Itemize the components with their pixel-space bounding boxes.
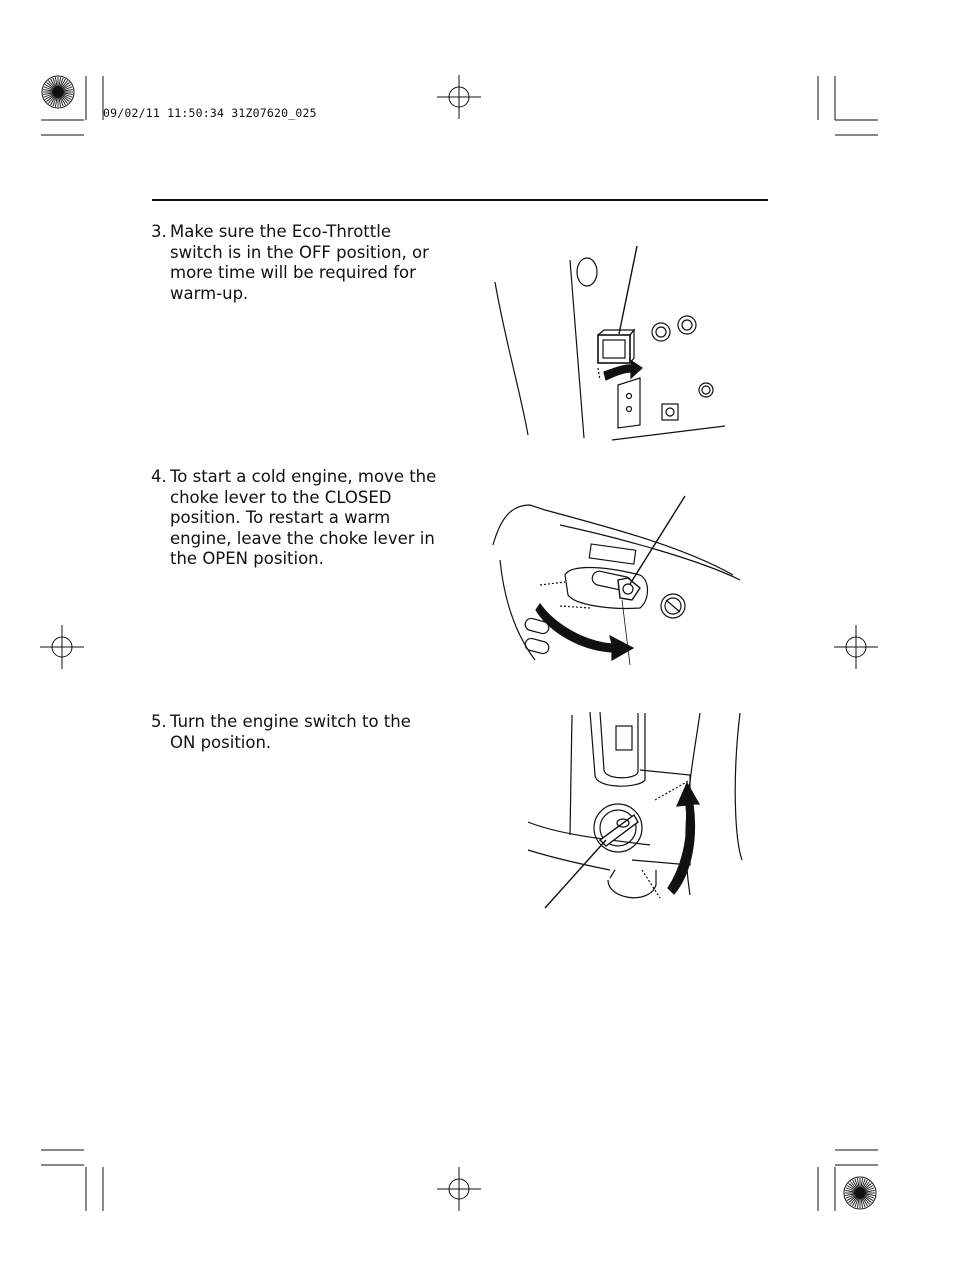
step-text: Turn the engine switch to the ON position. [170, 712, 411, 752]
leader-line [545, 840, 606, 908]
step-text: Make sure the Eco-Throttle switch is in the OFF position, or more time will be required for warm-up. [170, 222, 429, 303]
turn-on-arrow-icon [668, 783, 699, 894]
engine-switch-illustration [528, 712, 742, 908]
step-number: 5. [151, 712, 167, 731]
choke-arrow-icon [536, 604, 633, 660]
eco-throttle-switch-illustration [495, 246, 725, 440]
choke-knob-icon [618, 578, 640, 600]
leader-line [619, 246, 637, 334]
print-timestamp: 09/02/11 11:50:34 31Z07620_025 [103, 106, 317, 120]
step-number: 4. [151, 467, 167, 486]
step-text: To start a cold engine, move the choke lever to the CLOSED position. To restart a warm engine, leave the choke lever in the OPEN position. [170, 467, 437, 569]
step-number: 3. [151, 222, 167, 241]
leader-line [630, 496, 685, 584]
choke-lever-illustration [493, 496, 740, 665]
